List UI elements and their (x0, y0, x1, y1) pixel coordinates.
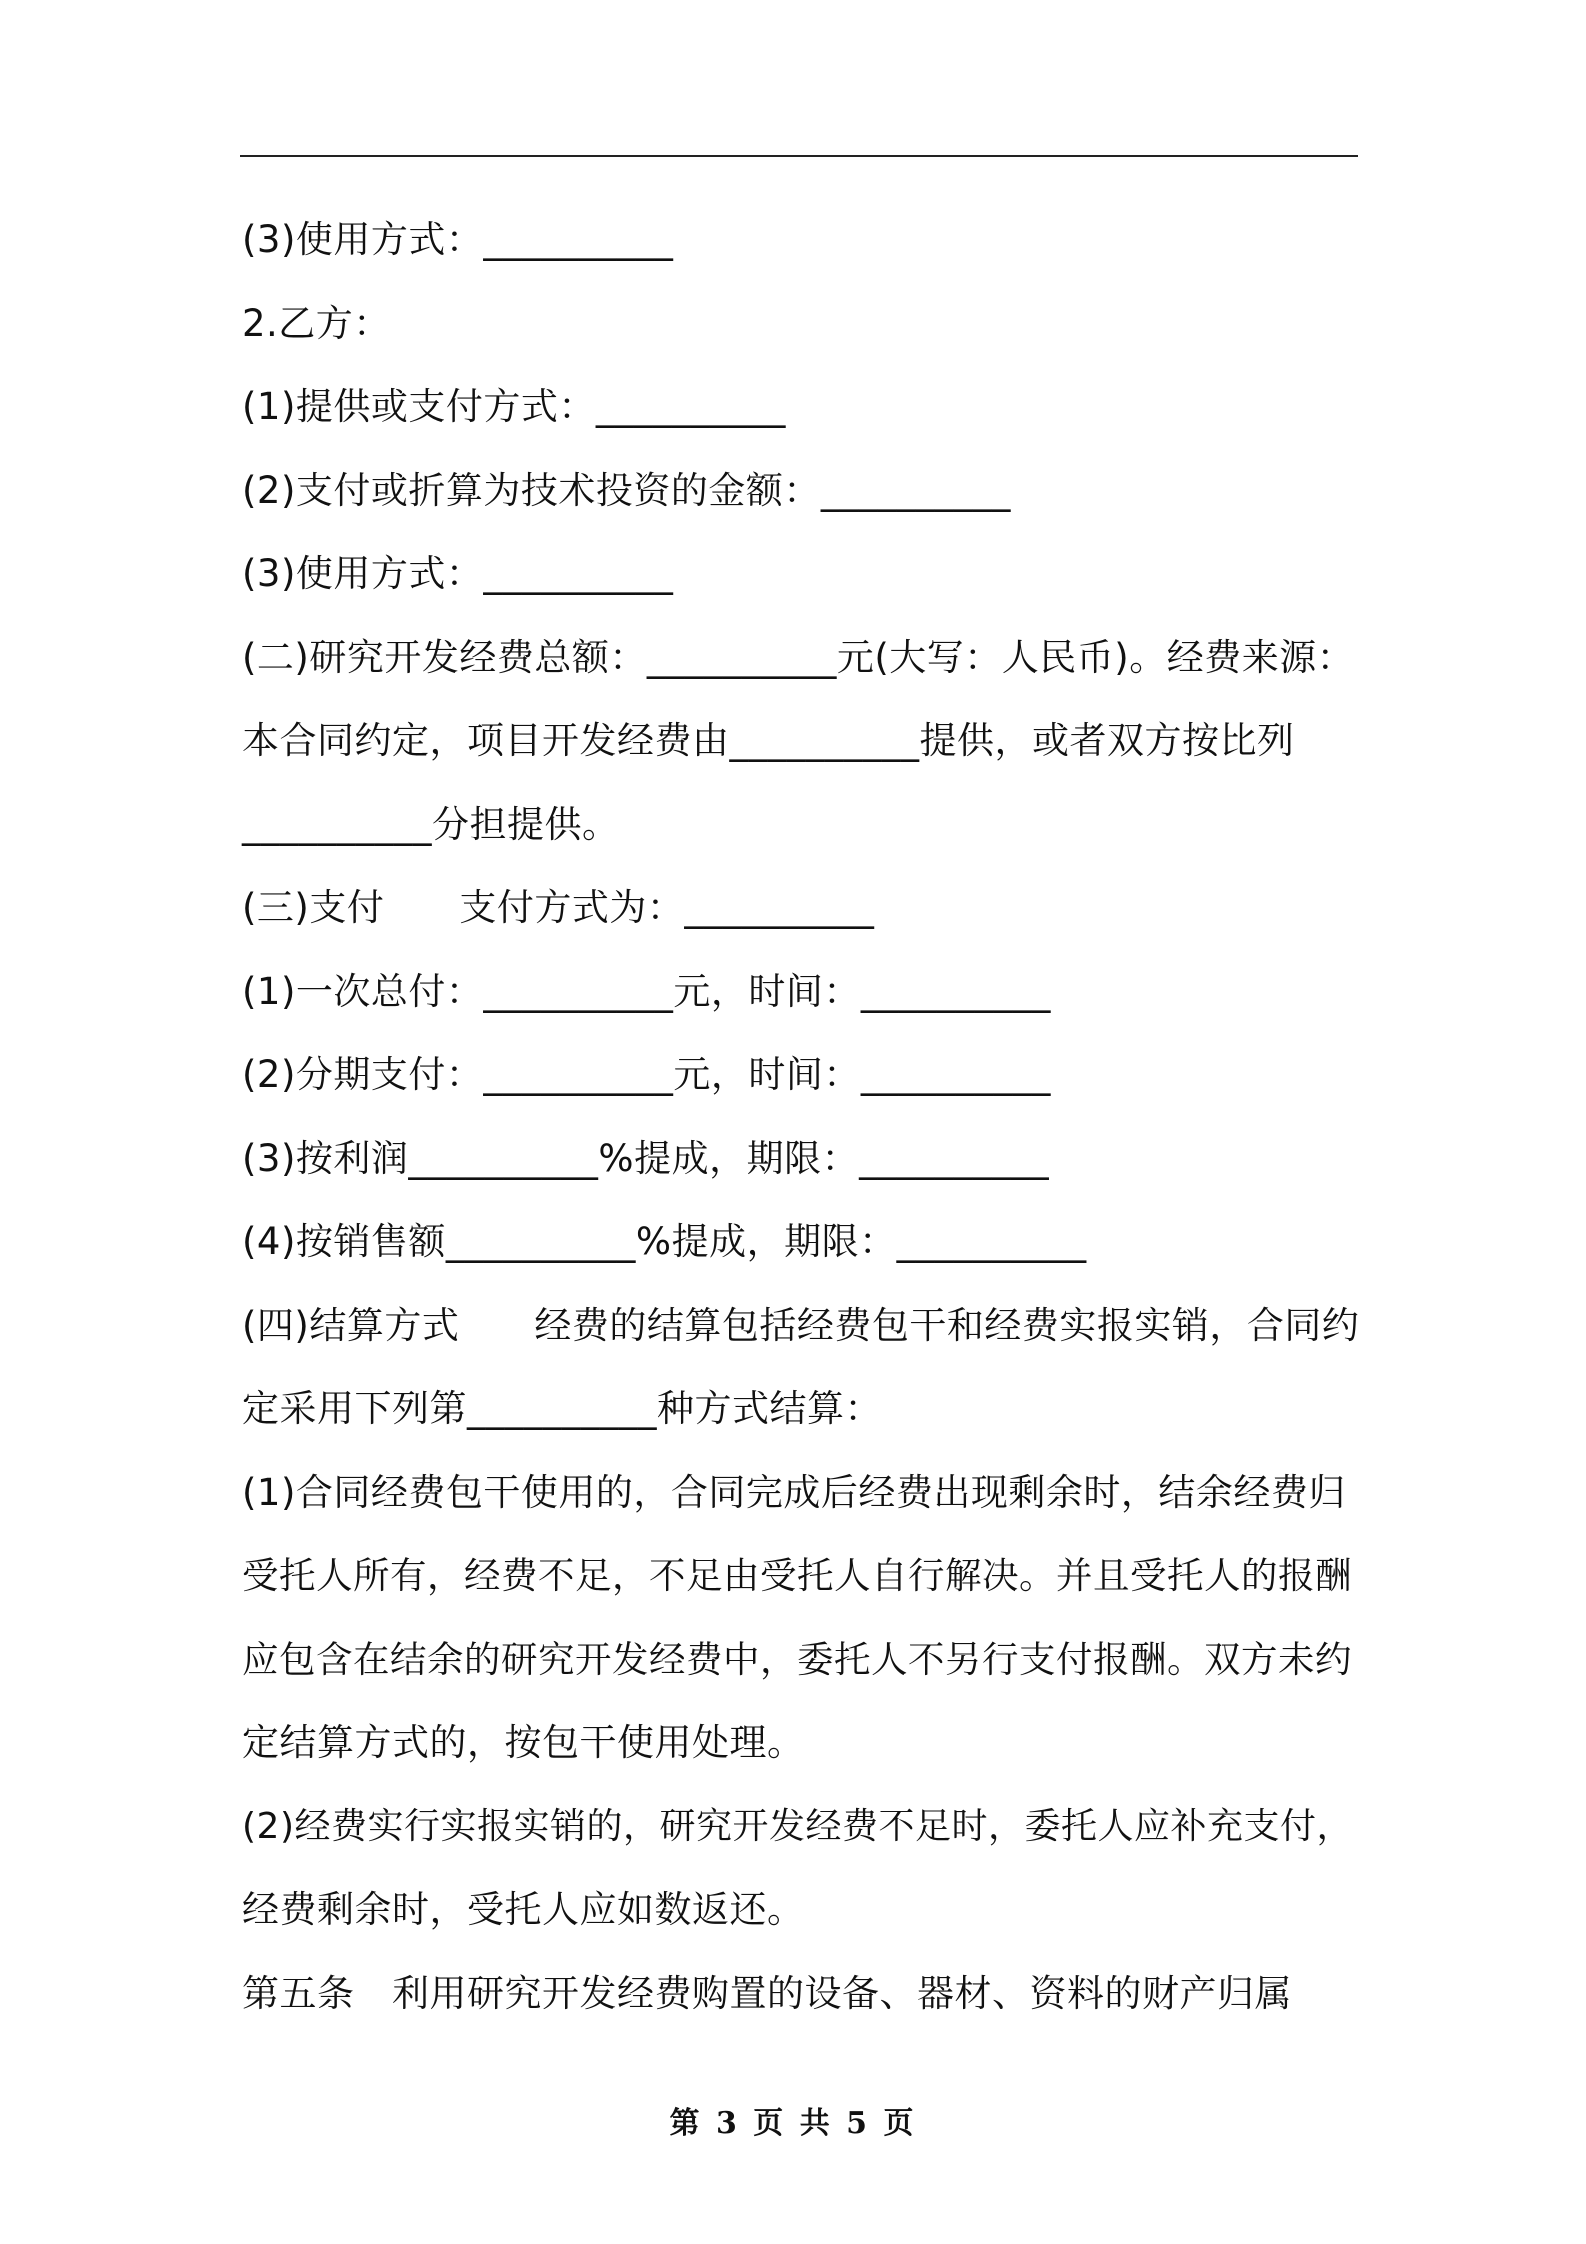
text-line: 2.乙方： (242, 301, 391, 345)
text-line: (四)结算方式 经费的结算包括经费包干和经费实报实销，合同约 (242, 1303, 1360, 1347)
text-line: 受托人所有，经费不足，不足由受托人自行解决。并且受托人的报酬 (242, 1554, 1352, 1597)
text-line: (3)按利润__________%提成，期限：__________ (242, 1136, 1050, 1180)
text-line: (1)一次总付：__________元，时间：__________ (242, 969, 1051, 1013)
text-line: (二)研究开发经费总额：__________元(大写：人民币)。经费来源： (242, 635, 1355, 679)
text-line: (1)合同经费包干使用的，合同完成后经费出现剩余时，结余经费归 (242, 1470, 1346, 1514)
text-line: 经费剩余时，受托人应如数返还。 (242, 1888, 805, 1931)
text-line: (2)经费实行实报实销的，研究开发经费不足时，委托人应补充支付， (242, 1805, 1353, 1847)
text-line: __________分担提供。 (242, 802, 620, 846)
text-line: (1)提供或支付方式：__________ (242, 385, 786, 428)
text-line: (4)按销售额__________%提成，期限：__________ (242, 1220, 1087, 1263)
text-line: 本合同约定，项目开发经费由__________提供，或者双方按比列 (242, 719, 1295, 762)
text-line: (3)使用方式：__________ (242, 552, 674, 595)
text-line: (三)支付 支付方式为：__________ (242, 886, 875, 929)
text-line: 定采用下列第__________种方式结算： (242, 1387, 882, 1430)
header-divider (240, 155, 1358, 157)
text-line: (2)支付或折算为技术投资的金额：__________ (242, 468, 1011, 512)
text-line: 第五条 利用研究开发经费购置的设备、器材、资料的财产归属 (242, 1971, 1292, 2015)
text-line: 定结算方式的，按包干使用处理。 (242, 1721, 805, 1764)
text-line: 应包含在结余的研究开发经费中，委托人不另行支付报酬。双方未约 (242, 1637, 1352, 1681)
contract-body (242, 198, 1362, 2035)
text-line: (3)使用方式：__________ (242, 218, 674, 261)
page-number-footer: 第 3 页 共 5 页 (669, 2106, 917, 2141)
text-line: (2)分期支付：__________元，时间：__________ (242, 1053, 1051, 1096)
